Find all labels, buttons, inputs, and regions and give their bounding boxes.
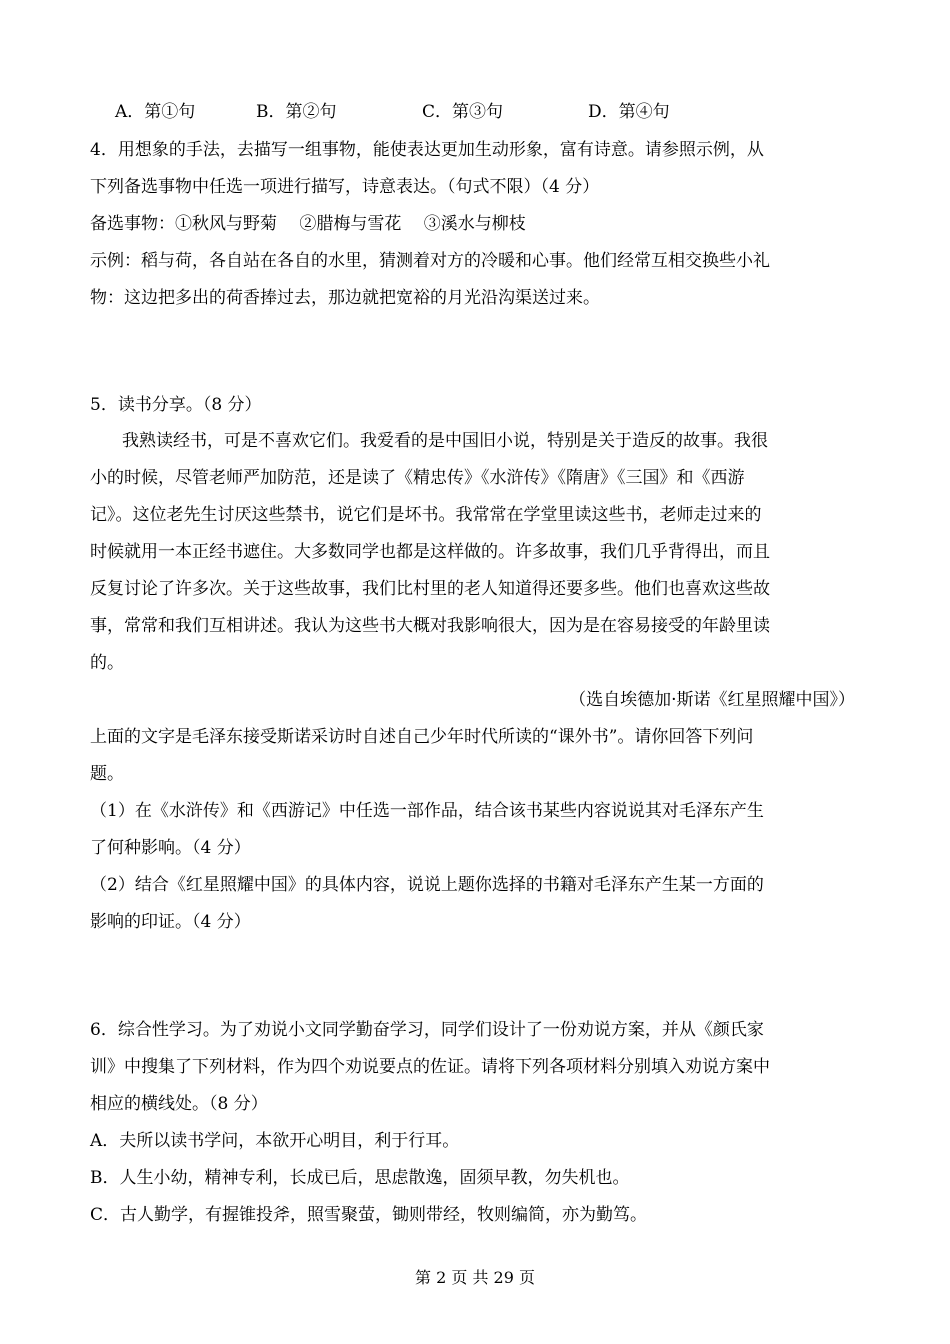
q5-passage-line: 事，常常和我们互相讲述。我认为这些书大概对我影响很大，因为是在容易接受的年龄里读 (90, 616, 770, 636)
q5-subquestion-1: （1）在《水浒传》和《西游记》中任选一部作品，结合该书某些内容说说其对毛泽东产生 (90, 801, 764, 821)
q5-subquestion-2: （2）结合《红星照耀中国》的具体内容，说说上题你选择的书籍对毛泽东产生某一方面的 (90, 875, 764, 895)
q5-question-line: 题。 (90, 764, 124, 784)
q6-line-2: 训》中搜集了下列材料，作为四个劝说要点的佐证。请将下列各项材料分别填入劝说方案中 (90, 1057, 770, 1077)
option-b: B．第②句 (256, 102, 337, 122)
q5-passage-line: 小的时候，尽管老师严加防范，还是读了《精忠传》《水浒传》《隋唐》《三国》和《西游 (90, 468, 745, 488)
q4-options: 备选事物：①秋风与野菊 ②腊梅与雪花 ③溪水与柳枝 (90, 214, 526, 234)
q6-line-1: 6．综合性学习。为了劝说小文同学勤奋学习，同学们设计了一份劝说方案，并从《颜氏家 (90, 1020, 764, 1040)
option-a: A．第①句 (115, 102, 196, 122)
q4-line-2: 下列备选事物中任选一项进行描写，诗意表达。（句式不限）（4 分） (90, 177, 600, 197)
option-c: C．第③句 (422, 102, 504, 122)
q5-passage-line: 时候就用一本正经书遮住。大多数同学也都是这样做的。许多故事，我们几乎背得出，而且 (90, 542, 770, 562)
q5-passage-line: 我熟读经书，可是不喜欢它们。我爱看的是中国旧小说，特别是关于造反的故事。我很 (105, 431, 768, 451)
q4-line-1: 4．用想象的手法，去描写一组事物，能使表达更加生动形象，富有诗意。请参照示例，从 (90, 140, 764, 160)
q6-material-a: A．夫所以读书学问，本欲开心明目，利于行耳。 (90, 1131, 460, 1151)
page-footer: 第 2 页 共 29 页 (415, 1268, 535, 1287)
q5-title: 5．读书分享。（8 分） (90, 395, 262, 415)
q5-passage-line: 记》。这位老先生讨厌这些禁书，说它们是坏书。我常常在学堂里读这些书，老师走过来的 (90, 505, 762, 525)
q4-example-1: 示例：稻与荷，各自站在各自的水里，猜测着对方的冷暖和心事。他们经常互相交换些小礼 (90, 251, 770, 271)
q4-example-2: 物：这边把多出的荷香捧过去，那边就把宽裕的月光沿沟渠送过来。 (90, 288, 600, 308)
q6-material-c: C．古人勤学，有握锥投斧，照雪聚萤，锄则带经，牧则编简，亦为勤笃。 (90, 1205, 648, 1225)
q5-passage-line: 反复讨论了许多次。关于这些故事，我们比村里的老人知道得还要多些。他们也喜欢这些故 (90, 579, 770, 599)
q5-passage-line: 的。 (90, 653, 124, 673)
option-d: D．第④句 (588, 102, 670, 122)
q6-material-b: B．人生小幼，精神专利，长成已后，思虑散逸，固须早教，勿失机也。 (90, 1168, 630, 1188)
q5-subquestion-2-cont: 影响的印证。（4 分） (90, 912, 251, 932)
q5-subquestion-1-cont: 了何种影响。（4 分） (90, 838, 251, 858)
q5-question-line: 上面的文字是毛泽东接受斯诺采访时自述自己少年时代所读的“课外书”。请你回答下列问 (90, 727, 754, 747)
q5-source: （选自埃德加·斯诺《红星照耀中国》） (569, 690, 855, 710)
q6-line-3: 相应的横线处。（8 分） (90, 1094, 268, 1114)
